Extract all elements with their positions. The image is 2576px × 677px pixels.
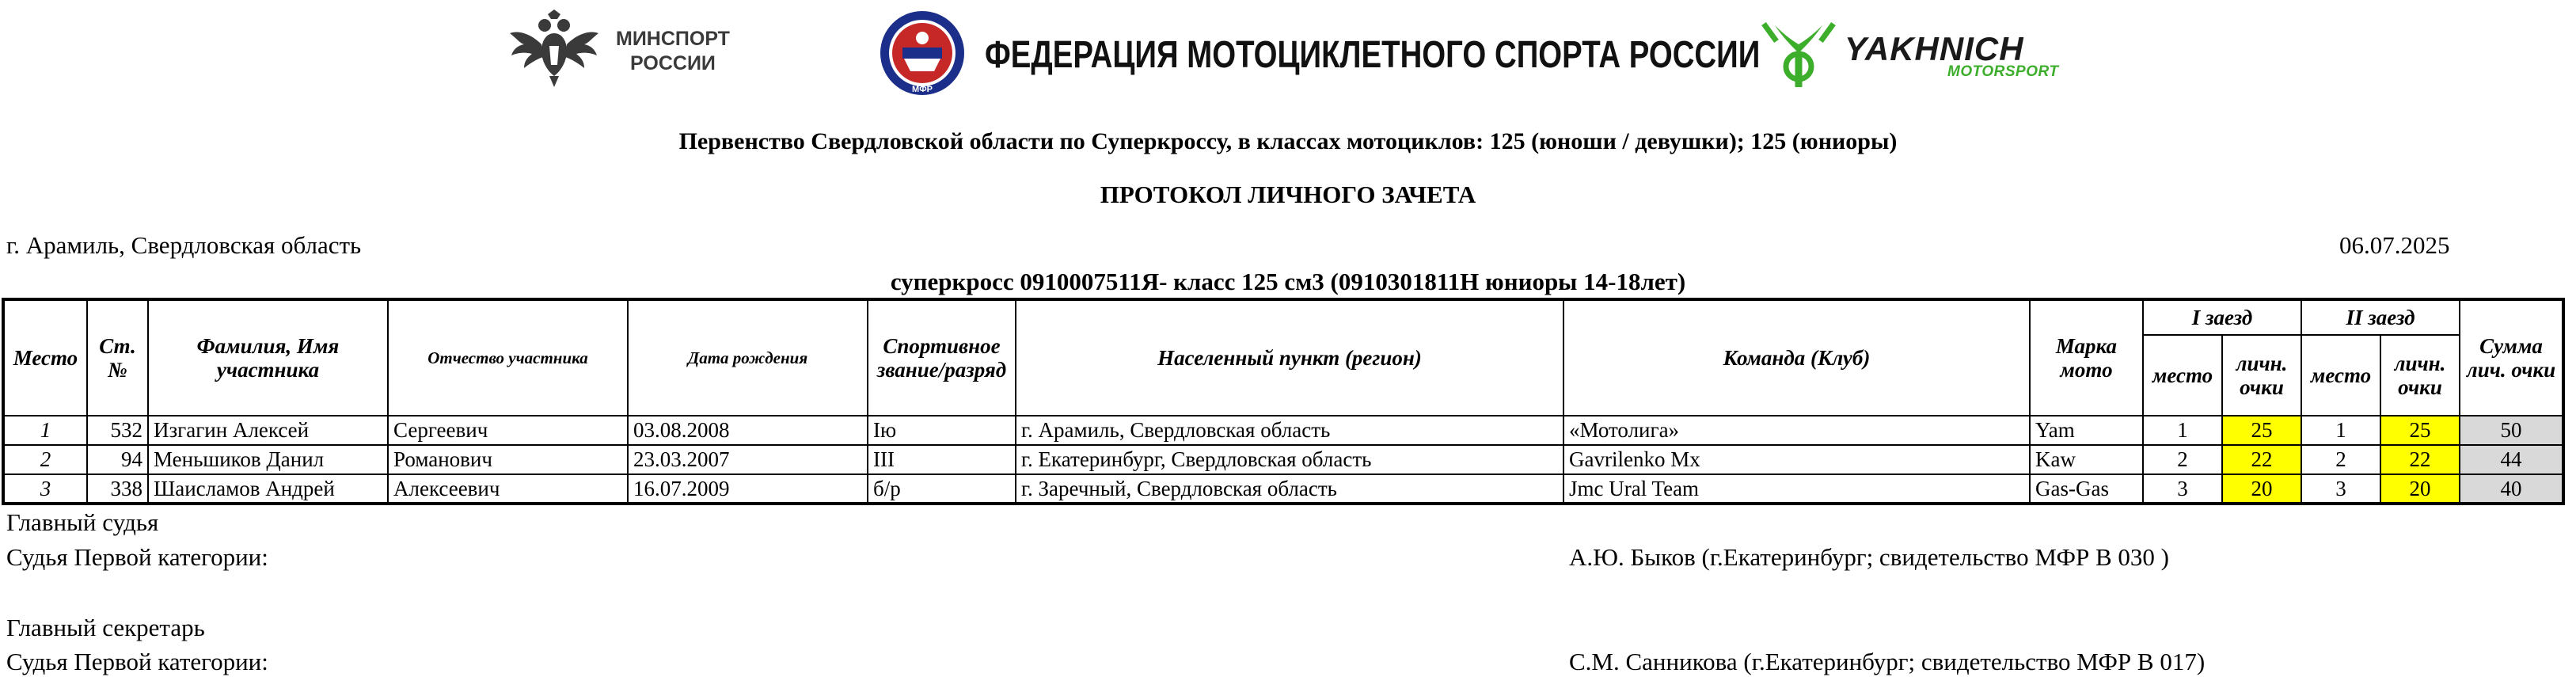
- header-race1-place: место: [2143, 335, 2222, 416]
- cell-race2-place: 1: [2301, 416, 2380, 445]
- cell-moto: Kaw: [2030, 445, 2143, 474]
- cell-city: г. Арамиль, Свердловская область: [1016, 416, 1563, 445]
- cell-sum: 40: [2460, 474, 2563, 504]
- event-date: 06.07.2025: [2339, 231, 2450, 259]
- chief-secretary-title: Главный секретарь: [6, 614, 205, 641]
- class-line: суперкросс 0910007511Я- класс 125 см3 (0910301811Н юниоры 14-18лет): [890, 268, 1686, 295]
- chief-judge-title: Главный судья: [6, 508, 159, 536]
- cell-patronymic: Сергеевич: [388, 416, 628, 445]
- header-race2-points: личн. очки: [2380, 335, 2460, 416]
- header-patronymic: Отчество участника: [388, 299, 628, 416]
- cell-race2-place: 2: [2301, 445, 2380, 474]
- cell-race1-place: 2: [2143, 445, 2222, 474]
- header-team: Команда (Клуб): [1563, 299, 2030, 416]
- header-sum: Сумма лич. очки: [2460, 299, 2563, 416]
- cell-name: Шаисламов Андрей: [148, 474, 388, 504]
- cell-race2-place: 3: [2301, 474, 2380, 504]
- header-rank: Спортивное звание/разряд: [868, 299, 1016, 416]
- cell-race2-points: 25: [2380, 416, 2460, 445]
- cell-place: 1: [3, 416, 87, 445]
- venue-city: г. Арамиль, Свердловская область: [6, 231, 362, 259]
- cell-number: 94: [87, 445, 148, 474]
- cell-name: Меньшиков Данил: [148, 445, 388, 474]
- table-row: [3, 445, 2563, 474]
- cell-number: 338: [87, 474, 148, 504]
- yakhnich-mark-icon: [1759, 17, 1838, 90]
- cell-name: Изгагин Алексей: [148, 416, 388, 445]
- results-table: [2, 298, 2565, 505]
- cell-team: Jmc Ural Team: [1563, 474, 2030, 504]
- cell-patronymic: Романович: [388, 445, 628, 474]
- competition-title: Первенство Свердловской области по Суперкроссу, в классах мотоциклов: 125 (юноши / девушки); 125 (юниоры): [678, 128, 1898, 154]
- header-city: Населенный пункт (регион): [1016, 299, 1563, 416]
- cell-race1-points: 20: [2222, 474, 2301, 504]
- chief-judge-category: Судья Первой категории:: [6, 543, 268, 571]
- chief-secretary-name: С.М. Санникова (г.Екатеринбург; свидетельство МФР В 017): [1569, 648, 2206, 675]
- cell-team: «Мотолига»: [1563, 416, 2030, 445]
- logo-bar: [0, 0, 2576, 95]
- header-name: Фамилия, Имя участника: [148, 299, 388, 416]
- cell-birth: 16.07.2009: [628, 474, 868, 504]
- header-place: Место: [3, 299, 87, 416]
- minsport-line1: МИНСПОРТ: [616, 28, 730, 50]
- cell-birth: 23.03.2007: [628, 445, 868, 474]
- federation-name: ФЕДЕРАЦИЯ МОТОЦИКЛЕТНОГО СПОРТА РОССИИ: [985, 34, 1761, 76]
- cell-race1-place: 1: [2143, 416, 2222, 445]
- header-race1: I заезд: [2143, 299, 2301, 335]
- cell-race2-points: 22: [2380, 445, 2460, 474]
- minsport-line2: РОССИИ: [630, 52, 716, 74]
- chief-secretary-category: Судья Первой категории:: [6, 648, 268, 675]
- header-number: Ст. №: [87, 299, 148, 416]
- header-race2-place: место: [2301, 335, 2380, 416]
- minsport-text: [616, 27, 730, 76]
- cell-place: 3: [3, 474, 87, 504]
- header-moto: Марка мото: [2030, 299, 2143, 416]
- cell-moto: Gas-Gas: [2030, 474, 2143, 504]
- cell-city: г. Екатеринбург, Свердловская область: [1016, 445, 1563, 474]
- cell-patronymic: Алексеевич: [388, 474, 628, 504]
- cell-rank: б/р: [868, 474, 1016, 504]
- cell-sum: 50: [2460, 416, 2563, 445]
- sponsor-name: YAKHNICH: [1845, 30, 2024, 67]
- cell-team: Gavrilenko Mx: [1563, 445, 2030, 474]
- cell-sum: 44: [2460, 445, 2563, 474]
- cell-race1-points: 22: [2222, 445, 2301, 474]
- cell-birth: 03.08.2008: [628, 416, 868, 445]
- cell-rank: III: [868, 445, 1016, 474]
- cell-rank: Iю: [868, 416, 1016, 445]
- cell-city: г. Заречный, Свердловская область: [1016, 474, 1563, 504]
- chief-judge-name: А.Ю. Быков (г.Екатеринбург; свидетельство МФР В 030 ): [1569, 543, 2169, 571]
- mfr-emblem-icon: [879, 10, 966, 97]
- cell-place: 2: [3, 445, 87, 474]
- cell-moto: Yam: [2030, 416, 2143, 445]
- table-row: [3, 416, 2563, 445]
- cell-race2-points: 20: [2380, 474, 2460, 504]
- cell-number: 532: [87, 416, 148, 445]
- sponsor-sub: MOTORSPORT: [1947, 63, 2059, 80]
- header-race2: II заезд: [2301, 299, 2460, 335]
- header-birth: Дата рождения: [628, 299, 868, 416]
- cell-race1-place: 3: [2143, 474, 2222, 504]
- header-race1-points: личн. очки: [2222, 335, 2301, 416]
- minsport-logo: [507, 10, 728, 89]
- mfr-emblem-label: МФР: [912, 85, 933, 94]
- double-headed-eagle-icon: [507, 10, 602, 89]
- cell-race1-points: 25: [2222, 416, 2301, 445]
- protocol-title: ПРОТОКОЛ ЛИЧНОГО ЗАЧЕТА: [1100, 181, 1476, 208]
- table-row: [3, 474, 2563, 504]
